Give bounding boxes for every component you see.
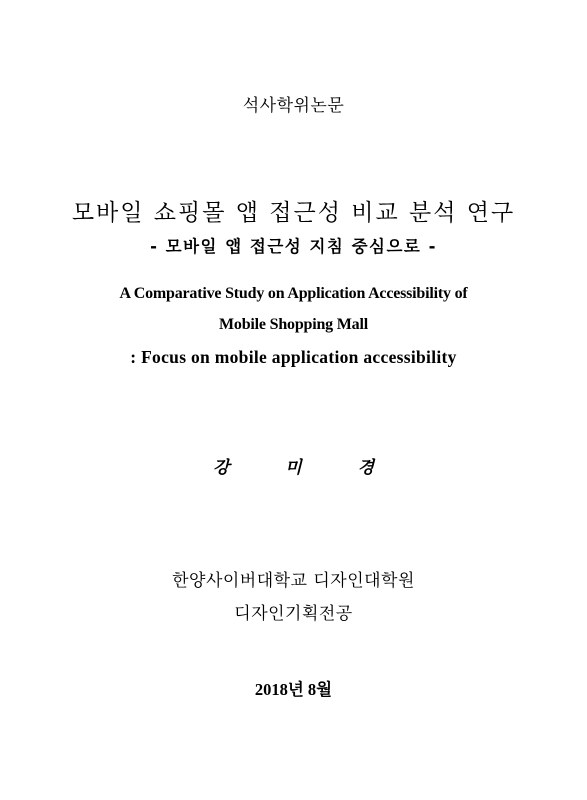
- submission-date: 2018년 8월: [254, 680, 333, 699]
- thesis-subtitle-english: : Focus on mobile application accessibility: [130, 347, 457, 367]
- department-name: 디자인기획전공: [234, 604, 353, 624]
- thesis-subtitle-korean: - 모바일 앱 접근성 지침 중심으로 -: [150, 237, 437, 256]
- university-name: 한양사이버대학교 디자인대학원: [172, 571, 415, 591]
- thesis-title-english-line2: Mobile Shopping Mall: [219, 316, 368, 333]
- degree-type: 석사학위논문: [242, 96, 345, 116]
- thesis-title-korean: 모바일 쇼핑몰 앱 접근성 비교 분석 연구: [71, 200, 516, 226]
- thesis-title-english-line1: A Comparative Study on Application Accessibility of: [119, 285, 468, 302]
- author-name: 강 미 경: [212, 458, 399, 478]
